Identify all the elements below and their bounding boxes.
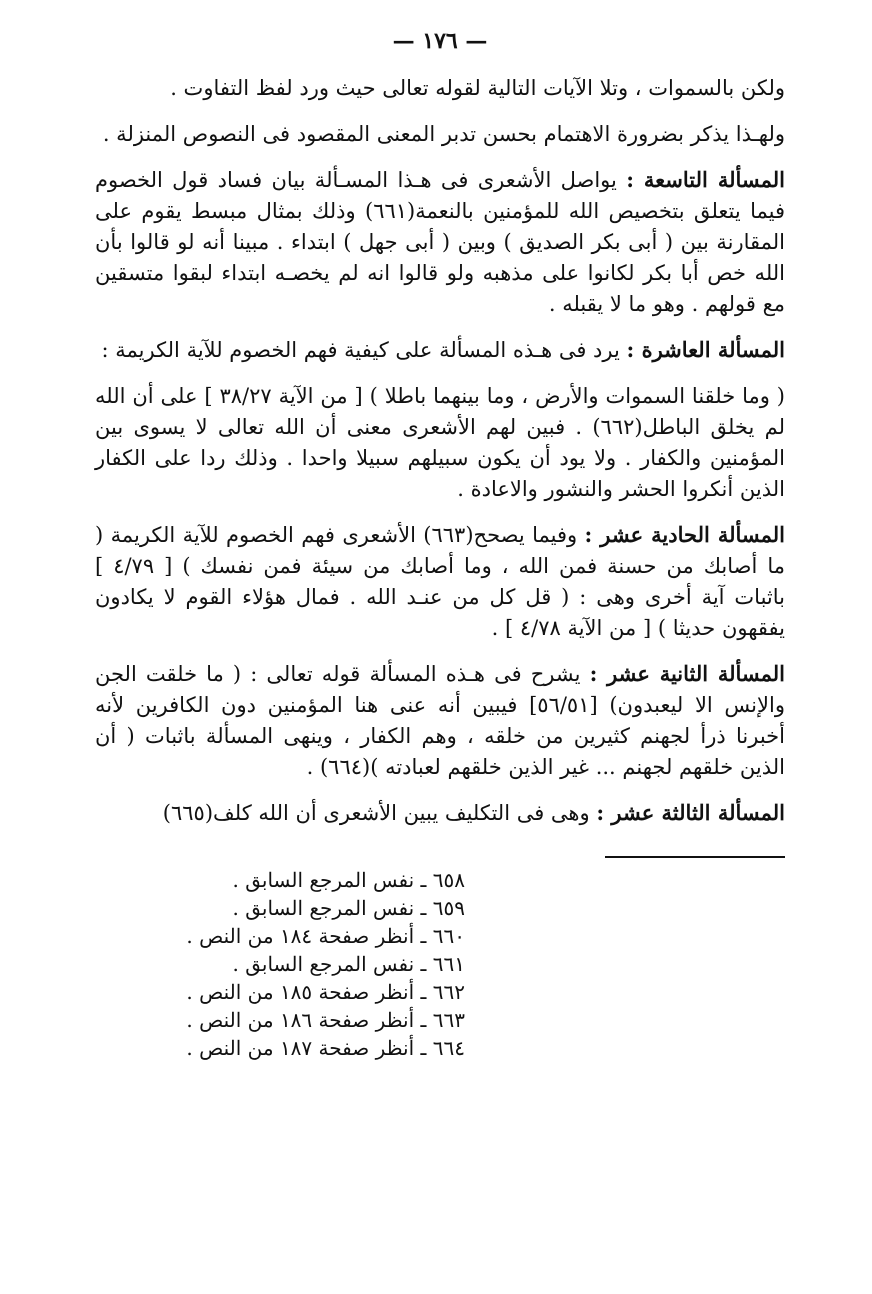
paragraph-text: يواصل الأشعرى فى هـذا المسـألة بيان فساد قول الخصوم فيما يتعلق بتخصيص الله للمؤمنين بالنعمة(٦٦١) وذلك بمثال مبسط يقوم على المقارنة بين ( أبى بكر الصديق ) وبين ( أبى جهل ) ابتداء . مبينا أنه لو قالوا بأن الله خص أبا بكر لكانوا على مذهبه ولو قالوا انه لم يخصـه ابتداء لبقوا متسقين مع قولهم . وهو ما لا يقبله . bbox=[95, 168, 785, 316]
footnote: ٦٦٤ ـ أنظر صفحة ١٨٧ من النص . bbox=[186, 1036, 465, 1060]
page bbox=[95, 28, 785, 1062]
paragraph bbox=[95, 72, 785, 104]
page-number: — ١٧٦ — bbox=[392, 28, 488, 54]
paragraph bbox=[95, 519, 785, 644]
footnotes-block bbox=[95, 866, 785, 1062]
paragraph bbox=[95, 658, 785, 783]
footnote-rule bbox=[605, 856, 785, 858]
paragraph-heading: المسألة التاسعة : bbox=[626, 167, 785, 192]
paragraph-text: وهى فى التكليف يبين الأشعرى أن الله كلف(٦٦٥) bbox=[162, 801, 597, 825]
paragraph-text: وفيما يصحح(٦٦٣) الأشعرى فهم الخصوم للآية الكريمة ( ما أصابك من حسنة فمن الله ، وما أصابك من سيئة فمن نفسك ) [ ٤/٧٩ ] باثبات آية أخرى وهى : ( قل كل من عنـد الله . فمال هؤلاء القوم لا يكادون يفقهون حديثا ) [ من الآية ٤/٧٨ ] . bbox=[95, 523, 785, 640]
paragraph bbox=[95, 380, 785, 505]
paragraph-heading: المسألة الثالثة عشر : bbox=[596, 800, 785, 825]
paragraph-text: يشرح فى هـذه المسألة قوله تعالى : ( ما خلقت الجن والإنس الا ليعبدون) [٥٦/٥١] فيبين أنه عنى هنا المؤمنين دون الكافرين لأنه أخبرنا ذرأ لجهنم كثيرين من خلقه ، وهم الكفار ، وينهى المسألة باثبات ( أن الذين خلقهم لجهنم ... غير الذين خلقهم لعبادته )(٦٦٤) . bbox=[95, 662, 785, 779]
paragraph bbox=[95, 164, 785, 320]
paragraph bbox=[95, 118, 785, 150]
paragraph-text: ( وما خلقنا السموات والأرض ، وما بينهما باطلا ) [ من الآية ٣٨/٢٧ ] على أن الله لم يخلق الباطل(٦٦٢) . فبين لهم الأشعرى معنى أن الله تعالى لا يسوى بين المؤمنين والكفار . ولا يود أن يكون سبيلهم سبيلا واحدا . وذلك ردا على الكفار الذين أنكروا الحشر والنشور والاعادة . bbox=[95, 384, 785, 501]
footnote: ٦٥٨ ـ نفس المرجع السابق . bbox=[232, 868, 465, 892]
footnote: ٦٦٠ ـ أنظر صفحة ١٨٤ من النص . bbox=[186, 924, 465, 948]
paragraph-heading: المسألة الحادية عشر : bbox=[584, 522, 785, 547]
paragraph-text: ولكن بالسموات ، وتلا الآيات التالية لقوله تعالى حيث ورد لفظ التفاوت . bbox=[170, 76, 785, 100]
paragraph bbox=[95, 334, 785, 366]
footnote: ٦٦٣ ـ أنظر صفحة ١٨٦ من النص . bbox=[186, 1008, 465, 1032]
paragraph-text: يرد فى هـذه المسألة على كيفية فهم الخصوم للآية الكريمة : bbox=[101, 338, 627, 362]
paragraph bbox=[95, 797, 785, 829]
footnote: ٦٥٩ ـ نفس المرجع السابق . bbox=[232, 896, 465, 920]
footnote-separator bbox=[95, 843, 785, 862]
footnotes bbox=[95, 866, 465, 1062]
paragraph-text: ولهـذا يذكر بضرورة الاهتمام بحسن تدبر المعنى المقصود فى النصوص المنزلة . bbox=[102, 122, 785, 146]
paragraph-heading: المسألة الثانية عشر : bbox=[589, 661, 786, 686]
footnote: ٦٦٢ ـ أنظر صفحة ١٨٥ من النص . bbox=[186, 980, 465, 1004]
paragraph-heading: المسألة العاشرة : bbox=[626, 337, 785, 362]
footnote: ٦٦١ ـ نفس المرجع السابق . bbox=[232, 952, 465, 976]
